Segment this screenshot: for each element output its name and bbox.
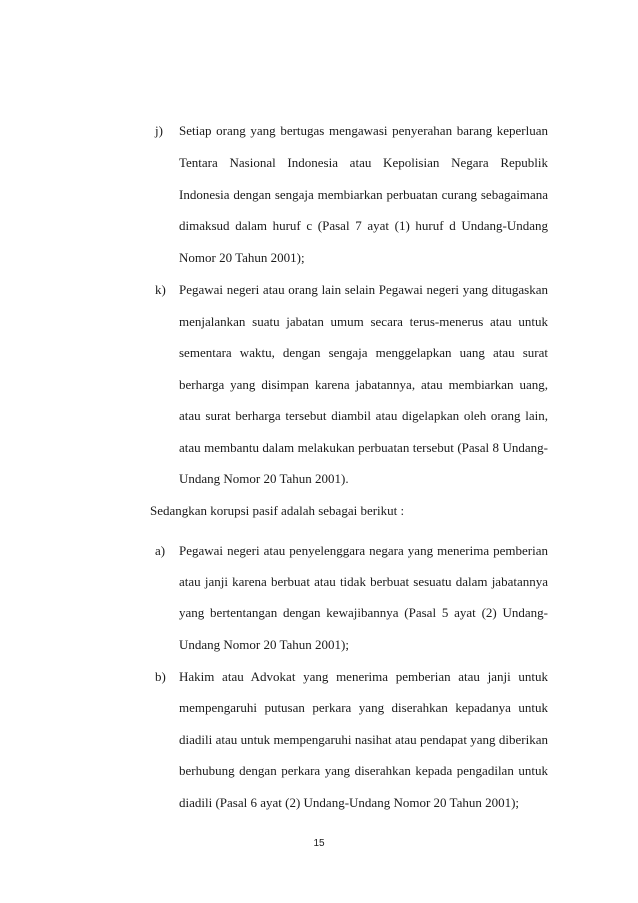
- list-item-line: mempengaruhi putusan perkara yang diserahkan kepadanya untuk: [179, 700, 548, 715]
- list-marker: k): [155, 282, 166, 297]
- list-item-line: menjalankan suatu jabatan umum secara terus-menerus atau untuk: [179, 314, 548, 329]
- page-number: 15: [313, 838, 325, 849]
- list-item-line: dimaksud dalam huruf c (Pasal 7 ayat (1) huruf d Undang-Undang: [179, 218, 548, 233]
- list-item-line: diadili atau untuk mempengaruhi nasihat atau pendapat yang diberikan: [179, 732, 548, 747]
- list-item-line: Hakim atau Advokat yang menerima pemberian atau janji untuk: [179, 669, 548, 684]
- list-marker: a): [155, 543, 166, 558]
- list-item-line: atau membantu dalam melakukan perbuatan tersebut (Pasal 8 Undang-: [179, 440, 548, 455]
- list-item-line: berharga yang disimpan karena jabatannya, atau membiarkan uang,: [179, 377, 548, 392]
- list-item-line: Pegawai negeri atau orang lain selain Pegawai negeri yang ditugaskan: [179, 282, 548, 297]
- list-item-line: atau surat berharga tersebut diambil atau digelapkan oleh orang lain,: [179, 408, 548, 423]
- list-marker: j): [155, 123, 163, 138]
- list-item-line: Undang Nomor 20 Tahun 2001);: [179, 637, 349, 652]
- list-item-line: Indonesia dengan sengaja membiarkan perbuatan curang sebagaimana: [179, 187, 548, 202]
- list-item-line: diadili (Pasal 6 ayat (2) Undang-Undang Nomor 20 Tahun 2001);: [179, 795, 520, 810]
- list-item-line: Nomor 20 Tahun 2001);: [179, 250, 305, 265]
- list-item-line: yang bertentangan dengan kewajibannya (Pasal 5 ayat (2) Undang-: [179, 605, 548, 620]
- list-item-line: sementara waktu, dengan sengaja menggelapkan uang atau surat: [179, 345, 548, 360]
- list-marker: b): [155, 669, 166, 684]
- list-item-line: Setiap orang yang bertugas mengawasi penyerahan barang keperluan: [179, 123, 548, 138]
- list-item-line: berhubung dengan perkara yang diserahkan kepada pengadilan untuk: [179, 763, 548, 778]
- list-item-line: Undang Nomor 20 Tahun 2001).: [179, 471, 349, 486]
- list-item-line: atau janji karena berbuat atau tidak berbuat sesuatu dalam jabatannya: [179, 574, 548, 589]
- list-item-line: Pegawai negeri atau penyelenggara negara yang menerima pemberian: [179, 543, 548, 558]
- list-item-line: Tentara Nasional Indonesia atau Kepolisian Negara Republik: [179, 155, 548, 170]
- paragraph: Sedangkan korupsi pasif adalah sebagai berikut :: [150, 503, 405, 518]
